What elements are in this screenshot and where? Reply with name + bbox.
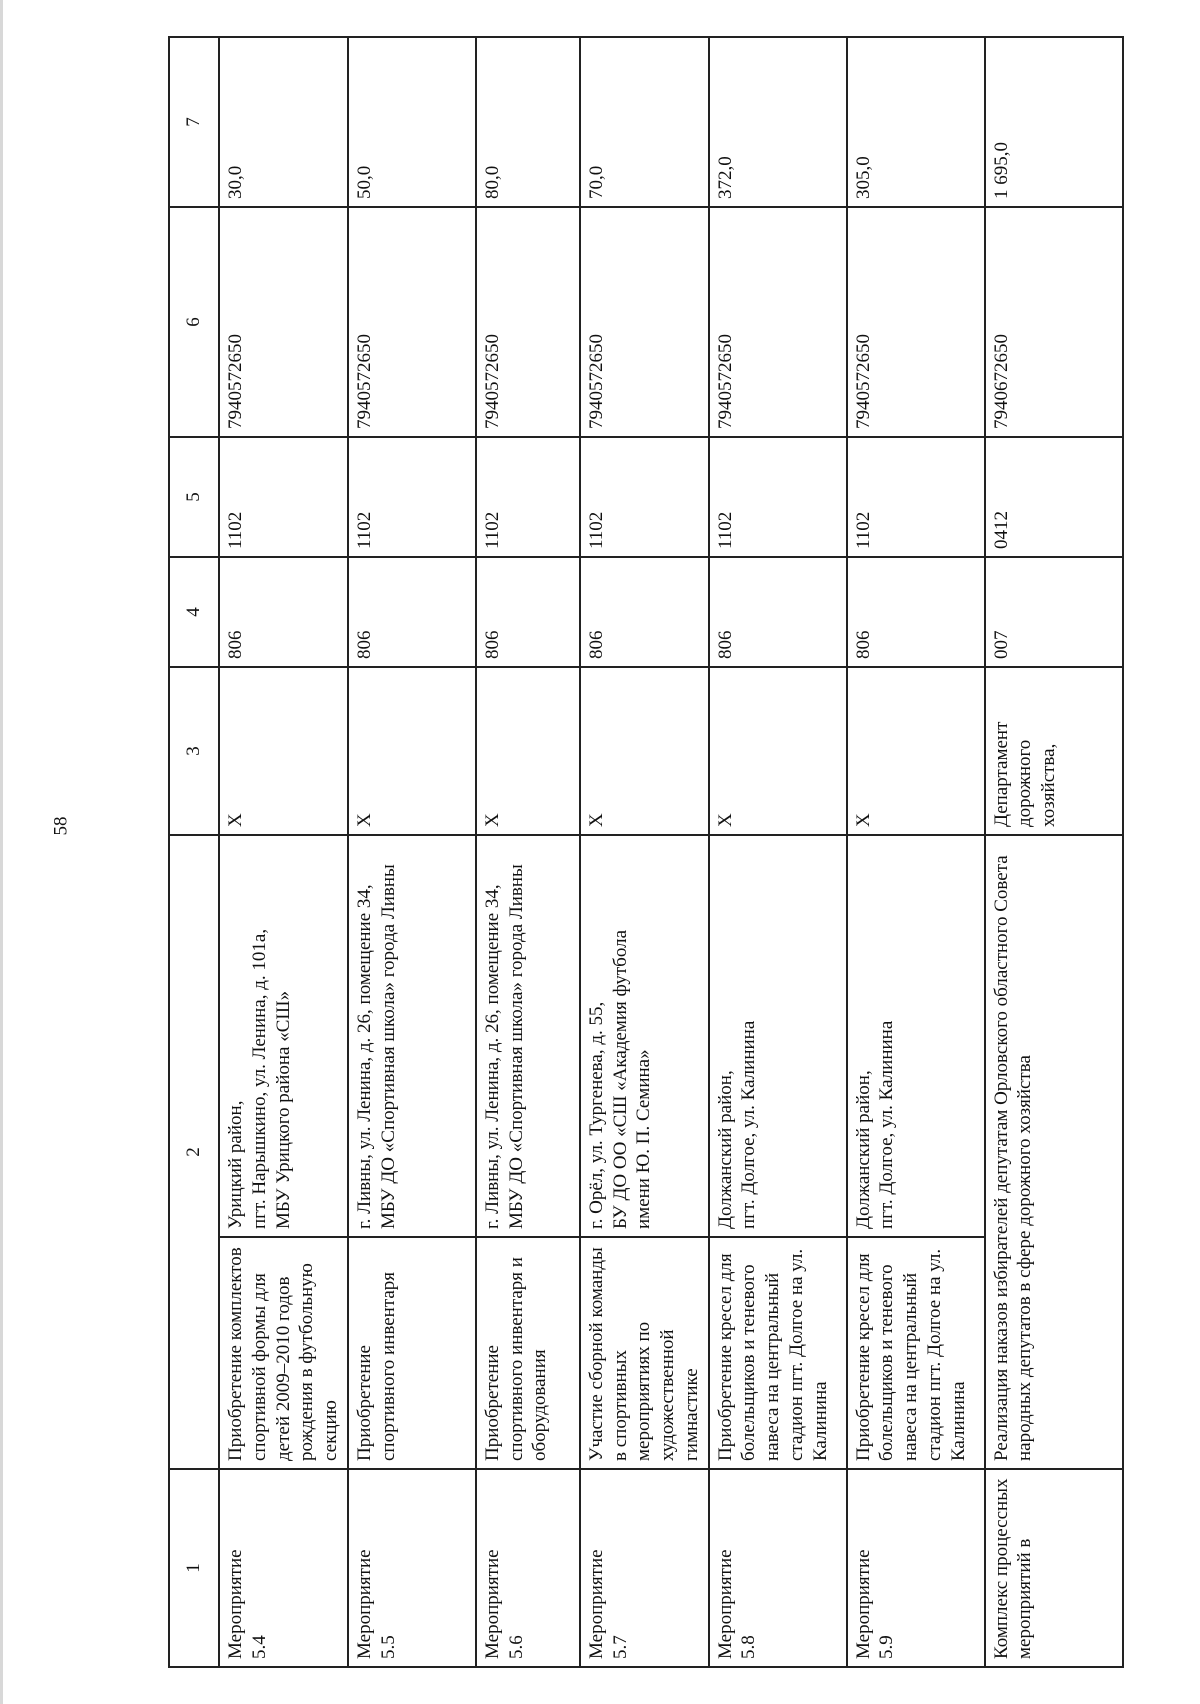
header-5: 5 [169, 437, 219, 557]
table-row [985, 37, 1123, 1667]
measure-cell: Мероприятие 5.5 [348, 1469, 476, 1667]
code-cell: 806 [219, 557, 348, 667]
address-cell: Должанский район, пгт. Долгое, ул. Калинина [847, 835, 985, 1237]
description-cell: Приобретение комплектов спортивной формы для детей 2009–2010 годов рождения в футбольную секцию [219, 1237, 348, 1469]
page-number: 58 [50, 816, 72, 836]
description-cell: Приобретение кресел для болельщиков и теневого навеса на центральный стадион пгт. Долгое на ул. Калинина [847, 1237, 985, 1469]
target-article-cell: 7940572650 [219, 207, 348, 437]
code-cell: 806 [709, 557, 847, 667]
section-cell: 1102 [219, 437, 348, 557]
program-table [168, 36, 1124, 1668]
measure-cell: Мероприятие 5.6 [476, 1469, 580, 1667]
target-article-cell: 7940572650 [847, 207, 985, 437]
executor-cell: Департамент дорожного хозяйства, [985, 667, 1123, 835]
header-7: 7 [169, 37, 219, 207]
address-cell: г. Орёл, ул. Тургенева, д. 55, БУ ДО ОО «СШ «Академия футбола имени Ю. П. Семина» [580, 835, 709, 1237]
executor-cell: X [219, 667, 348, 835]
rotated-table-container [168, 38, 1078, 1668]
amount-cell: 305,0 [847, 37, 985, 207]
address-cell: Урицкий район, пгт. Нарышкино, ул. Ленина, д. 101а, МБУ Урицкого района «СШ» [219, 835, 348, 1237]
section-cell: 0412 [985, 437, 1123, 557]
target-article-cell: 7940572650 [580, 207, 709, 437]
executor-cell: X [580, 667, 709, 835]
section-cell: 1102 [476, 437, 580, 557]
address-cell: Должанский район, пгт. Долгое, ул. Калинина [709, 835, 847, 1237]
header-1: 1 [169, 1469, 219, 1667]
header-4: 4 [169, 557, 219, 667]
header-row [169, 37, 219, 1667]
measure-cell: Мероприятие 5.8 [709, 1469, 847, 1667]
description-cell: Реализация наказов избирателей депутатам Орловского областного Совета народных депутатов в сфере дорожного хозяйства [985, 835, 1123, 1469]
code-cell: 007 [985, 557, 1123, 667]
code-cell: 806 [847, 557, 985, 667]
measure-cell: Мероприятие 5.9 [847, 1469, 985, 1667]
amount-cell: 1 695,0 [985, 37, 1123, 207]
executor-cell: X [847, 667, 985, 835]
description-cell: Приобретение кресел для болельщиков и теневого навеса на центральный стадион пгт. Долгое на ул. Калинина [709, 1237, 847, 1469]
target-article-cell: 7940572650 [709, 207, 847, 437]
target-article-cell: 7940572650 [476, 207, 580, 437]
amount-cell: 80,0 [476, 37, 580, 207]
section-cell: 1102 [709, 437, 847, 557]
description-cell: Приобретение спортивного инвентаря и оборудования [476, 1237, 580, 1469]
table-row [476, 37, 580, 1667]
header-6: 6 [169, 207, 219, 437]
executor-cell: X [476, 667, 580, 835]
target-article-cell: 7940672650 [985, 207, 1123, 437]
amount-cell: 30,0 [219, 37, 348, 207]
description-cell: Приобретение спортивного инвентаря [348, 1237, 476, 1469]
address-cell: г. Ливны, ул. Ленина, д. 26, помещение 34, МБУ ДО «Спортивная школа» города Ливны [348, 835, 476, 1237]
amount-cell: 50,0 [348, 37, 476, 207]
table-row [709, 37, 847, 1667]
executor-cell: X [348, 667, 476, 835]
header-2: 2 [169, 835, 219, 1469]
code-cell: 806 [348, 557, 476, 667]
code-cell: 806 [580, 557, 709, 667]
amount-cell: 372,0 [709, 37, 847, 207]
section-cell: 1102 [348, 437, 476, 557]
measure-cell: Мероприятие 5.7 [580, 1469, 709, 1667]
address-cell: г. Ливны, ул. Ленина, д. 26, помещение 34, МБУ ДО «Спортивная школа» города Ливны [476, 835, 580, 1237]
code-cell: 806 [476, 557, 580, 667]
executor-cell: X [709, 667, 847, 835]
target-article-cell: 7940572650 [348, 207, 476, 437]
table-row [847, 37, 985, 1667]
section-cell: 1102 [847, 437, 985, 557]
section-cell: 1102 [580, 437, 709, 557]
header-3: 3 [169, 667, 219, 835]
table-row [219, 37, 348, 1667]
amount-cell: 70,0 [580, 37, 709, 207]
scan-edge [0, 0, 3, 1704]
table-row [348, 37, 476, 1667]
measure-cell: Комплекс процессных мероприятий в [985, 1469, 1123, 1667]
table-row [580, 37, 709, 1667]
measure-cell: Мероприятие 5.4 [219, 1469, 348, 1667]
description-cell: Участие сборной команды в спортивных мероприятиях по художественной гимнастике [580, 1237, 709, 1469]
